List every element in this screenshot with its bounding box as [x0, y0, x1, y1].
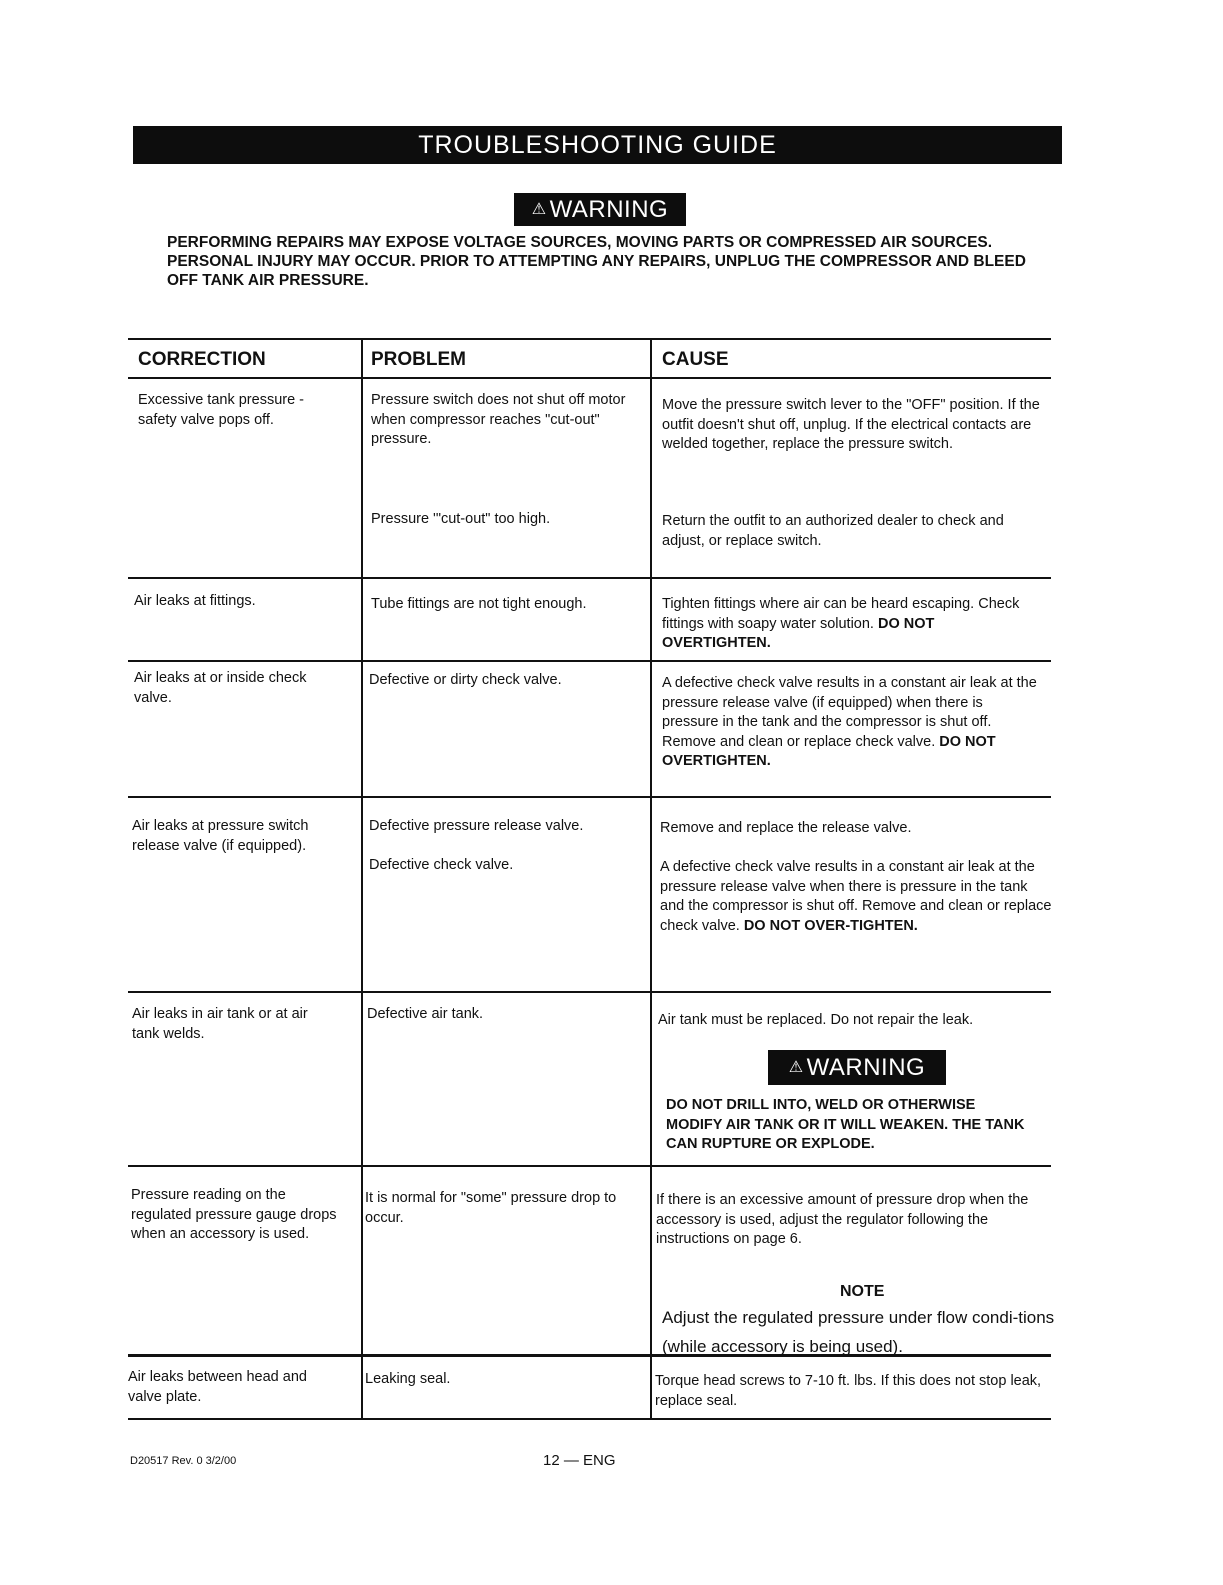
column-divider-2: [650, 338, 652, 1420]
row-7-problem: Leaking seal.: [365, 1371, 451, 1387]
row-5-correction: Air leaks in air tank or at air tank welds.: [132, 1006, 308, 1042]
warning-badge: [514, 193, 686, 226]
warning-label: WARNING: [549, 195, 669, 223]
row-3-cause-emphasis: DO NOT OVERTIGHTEN.: [662, 733, 996, 769]
row-1-problem-b: Pressure '"cut-out" too high.: [371, 511, 551, 527]
row-3-cause-text: A defective check valve results in a constant air leak at the pressure release valve (if equipped) when there is pressure in the tank and the compressor is shut off. Remove and clean or replace check valve.: [662, 675, 1037, 750]
row-6-correction: Pressure reading on the regulated pressure gauge drops when an accessory is used.: [131, 1187, 337, 1242]
row-1-cause-a: Move the pressure switch lever to the "OFF" position. If the outfit doesn't shut off, unplug. If the electrical contacts are welded together, replace the pressure switch.: [662, 397, 1040, 452]
row-2-cause: [662, 595, 1042, 654]
row-4-cause-b-emphasis: DO NOT OVER-TIGHTEN.: [743, 917, 918, 934]
row-divider: [128, 1165, 1051, 1167]
column-divider-1: [361, 338, 363, 1420]
row-3-cause: [662, 674, 1040, 772]
row-4-cause-b-text: A defective check valve results in a constant air leak at the pressure release valve when there is pressure in the tank and the compressor is shut off. Remove and clean or replace check valve.: [660, 859, 1052, 934]
row-divider: [128, 796, 1051, 798]
row-7-cause: Torque head screws to 7-10 ft. lbs. If this does not stop leak, replace seal.: [655, 1373, 1042, 1409]
page-number: 12 — ENG: [543, 1452, 616, 1469]
column-header-correction: CORRECTION: [138, 349, 266, 370]
row-divider: [128, 991, 1051, 993]
warning-triangle-icon: ⚠: [788, 1058, 804, 1076]
row-2-cause-text: Tighten fittings where air can be heard escaping. Check fittings with soapy water solution.: [662, 596, 1020, 632]
note-text: Adjust the regulated pressure under flow condi-tions (while accessory is being used).: [662, 1308, 1055, 1356]
row-divider: [128, 660, 1051, 662]
row-4-correction: Air leaks at pressure switch release valve (if equipped).: [132, 818, 309, 854]
header-bottom-rule: [128, 377, 1051, 379]
row-2-cause-emphasis: DO NOT OVERTIGHTEN.: [662, 615, 935, 651]
tank-warning-badge: [768, 1050, 946, 1085]
document-code: D20517 Rev. 0 3/2/00: [130, 1455, 237, 1467]
row-6-cause: If there is an excessive amount of pressure drop when the accessory is used, adjust the regulator following the instructions on page 6.: [656, 1192, 1029, 1247]
row-6-problem: It is normal for "some" pressure drop to occur.: [365, 1190, 617, 1226]
row-5-cause: Air tank must be replaced. Do not repair the leak.: [658, 1012, 974, 1028]
row-3-problem: Defective or dirty check valve.: [369, 672, 562, 688]
row-4-problem-b: Defective check valve.: [369, 857, 514, 873]
row-divider: [128, 577, 1051, 579]
safety-warning-text: PERFORMING REPAIRS MAY EXPOSE VOLTAGE SOURCES, MOVING PARTS OR COMPRESSED AIR SOURCES. PERSONAL INJURY MAY OCCUR. PRIOR TO ATTEMPTING ANY REPAIRS, UNPLUG THE COMPRESSOR AND BLEED OFF TANK AIR PRESSURE.: [167, 234, 1026, 289]
tank-warning-text: DO NOT DRILL INTO, WELD OR OTHERWISE MODIFY AIR TANK OR IT WILL WEAKEN. THE TANK CAN RUPTURE OR EXPLODE.: [666, 1097, 1025, 1152]
table-bottom-rule: [128, 1418, 1051, 1420]
row-2-problem: Tube fittings are not tight enough.: [371, 596, 587, 612]
column-header-cause: CAUSE: [662, 349, 729, 370]
header-top-rule: [128, 338, 1051, 340]
note-title: NOTE: [840, 1283, 885, 1300]
row-5-problem: Defective air tank.: [367, 1006, 484, 1022]
row-7-correction: Air leaks between head and valve plate.: [128, 1369, 307, 1405]
row-3-correction: Air leaks at or inside check valve.: [134, 670, 307, 706]
row-2-correction: Air leaks at fittings.: [134, 593, 256, 609]
column-header-problem: PROBLEM: [371, 349, 466, 370]
row-4-problem-a: Defective pressure release valve.: [369, 818, 584, 834]
row-4-cause-b: [660, 858, 1052, 936]
tank-warning-label: WARNING: [806, 1053, 926, 1081]
warning-triangle-icon: ⚠: [531, 200, 547, 218]
row-1-problem-a: Pressure switch does not shut off motor when compressor reaches "cut-out" pressure.: [371, 392, 626, 447]
row-4-cause-a: Remove and replace the release valve.: [660, 820, 912, 836]
page-title: TROUBLESHOOTING GUIDE: [133, 126, 1062, 164]
row-1-cause-b: Return the outfit to an authorized dealer to check and adjust, or replace switch.: [662, 513, 1004, 549]
row-1-correction: Excessive tank pressure - safety valve pops off.: [138, 392, 305, 428]
